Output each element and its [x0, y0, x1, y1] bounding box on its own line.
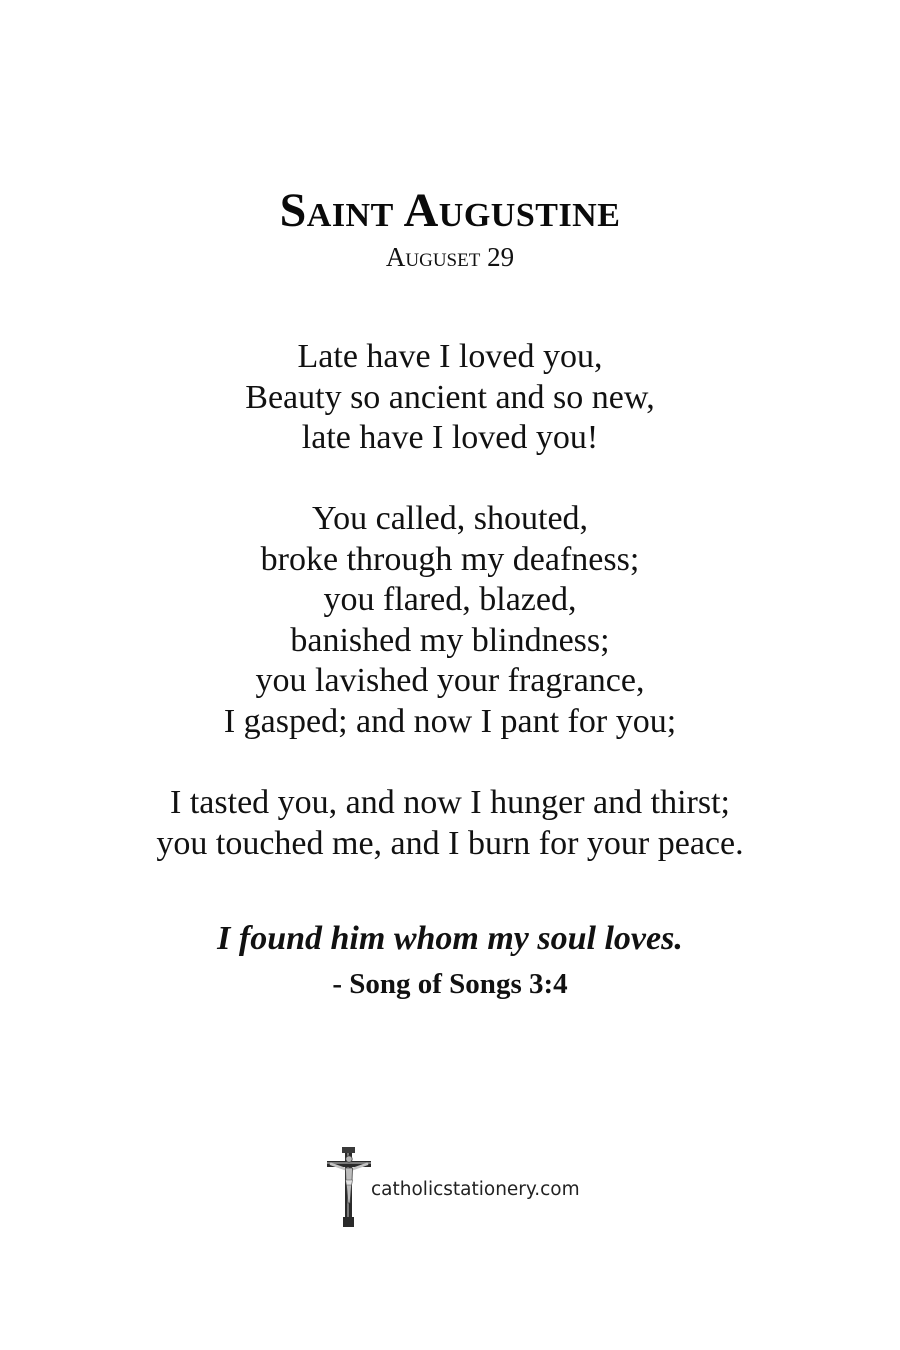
poem-line: Late have I loved you,	[297, 338, 603, 375]
scripture-quote: I found him whom my soul loves.	[217, 920, 683, 957]
feast-date: Auguset 29	[385, 242, 515, 272]
poem-stanza-3	[0, 783, 900, 864]
website-link[interactable]: catholicstationery.com	[371, 1179, 580, 1200]
poem-line: banished my blindness;	[290, 621, 610, 659]
poem-stanza-1	[0, 337, 900, 459]
poem-line: You called, shouted,	[311, 500, 589, 537]
poem-line: Beauty so ancient and so new,	[245, 378, 655, 416]
crucifix-icon	[324, 1145, 376, 1229]
poem-line: you touched me, and I burn for your peace.	[156, 824, 744, 862]
page-title: Saint Augustine	[279, 184, 621, 237]
poem-stanza-2	[0, 499, 900, 742]
scripture-citation: - Song of Songs 3:4	[332, 968, 568, 1000]
poem-line: late have I loved you!	[301, 419, 599, 456]
poem-line: you flared, blazed,	[323, 581, 577, 618]
poem-line: I gasped; and now I pant for you;	[223, 702, 677, 740]
poem-line: you lavished your fragrance,	[255, 662, 645, 699]
poem-line: I tasted you, and now I hunger and thirst;	[170, 784, 730, 821]
poem-line: broke through my deafness;	[260, 540, 640, 578]
